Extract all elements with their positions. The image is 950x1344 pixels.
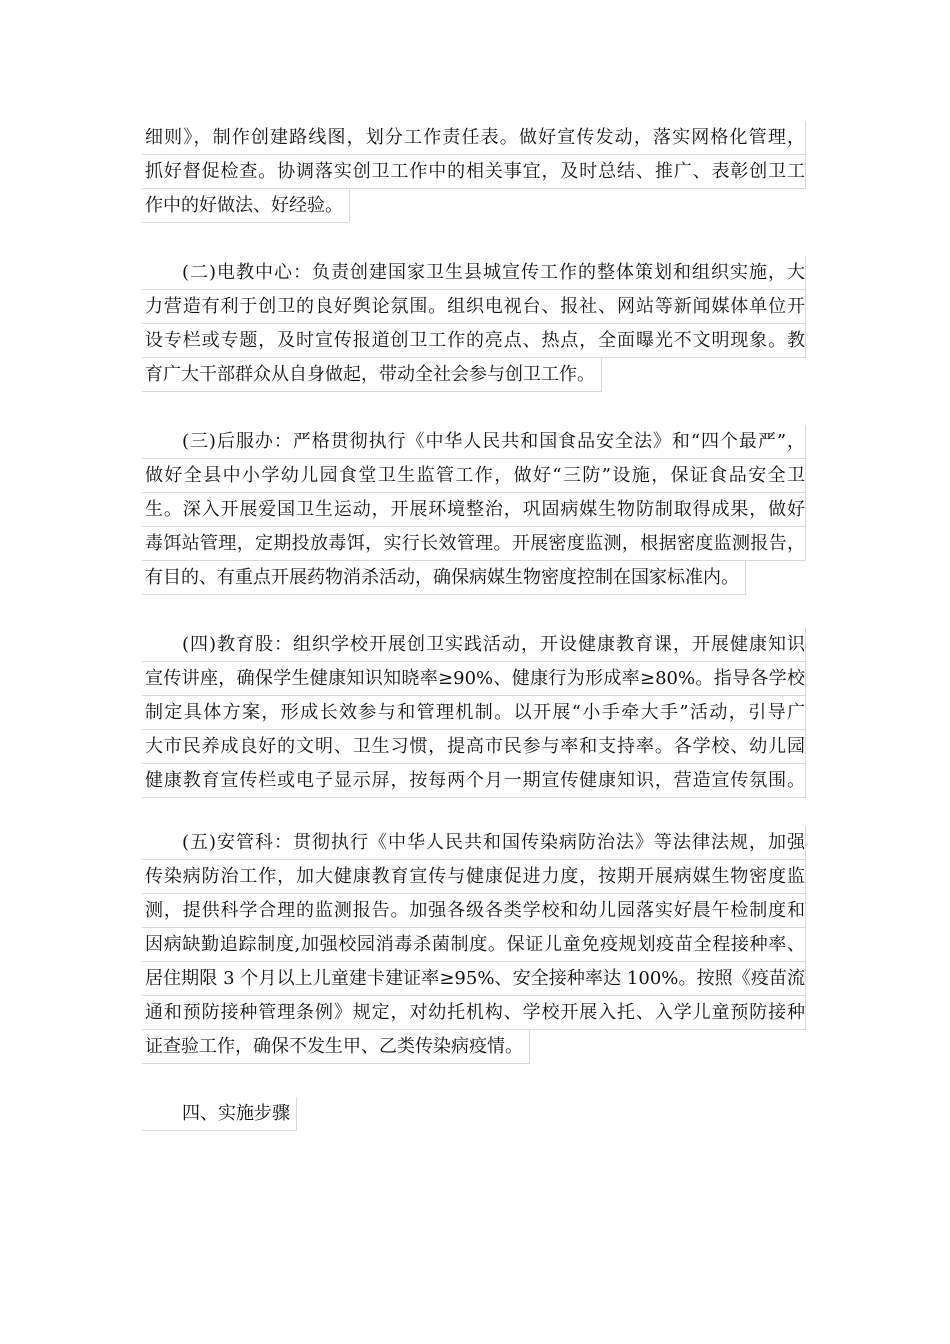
paragraph-section-5 xyxy=(142,826,808,1069)
text-line: 抓好督促检查。协调落实创卫工作中的相关事宜，及时总结、推广、表彰创卫工 xyxy=(142,155,806,189)
document-page xyxy=(142,121,808,1164)
text-line: 毒饵站管理，定期投放毒饵，实行长效管理。开展密度监测，根据密度监测报告， xyxy=(142,527,806,561)
text-line: 做好全县中小学幼儿园食堂卫生监管工作，做好“三防”设施，保证食品安全卫 xyxy=(142,459,806,493)
text-line: 作中的好做法、好经验。 xyxy=(142,189,350,223)
paragraph-intro-continued xyxy=(142,121,808,228)
text-line: 育广大干部群众从自身做起，带动全社会参与创卫工作。 xyxy=(142,358,602,392)
text-line: (二)电教中心：负责创建国家卫生县城宣传工作的整体策划和组织实施，大 xyxy=(142,256,806,290)
text-line: 因病缺勤追踪制度,加强校园消毒杀菌制度。保证儿童免疫规划疫苗全程接种率、 xyxy=(142,928,806,962)
text-line: 力营造有利于创卫的良好舆论氛围。组织电视台、报社、网站等新闻媒体单位开 xyxy=(142,290,806,324)
text-line: (五)安管科：贯彻执行《中华人民共和国传染病防治法》等法律法规，加强 xyxy=(142,826,806,860)
text-line: 细则》，制作创建路线图，划分工作责任表。做好宣传发动，落实网格化管理， xyxy=(142,121,806,155)
text-line: 大市民养成良好的文明、卫生习惯，提高市民参与率和支持率。各学校、幼儿园 xyxy=(142,730,806,764)
text-line: 通和预防接种管理条例》规定，对幼托机构、学校开展入托、入学儿童预防接种 xyxy=(142,996,806,1030)
text-line: 生。深入开展爱国卫生运动，开展环境整治，巩固病媒生物防制取得成果，做好 xyxy=(142,493,806,527)
text-line: 有目的、有重点开展药物消杀活动，确保病媒生物密度控制在国家标准内。 xyxy=(142,561,746,595)
text-line: 设专栏或专题，及时宣传报道创卫工作的亮点、热点，全面曝光不文明现象。教 xyxy=(142,324,806,358)
text-line: 制定具体方案，形成长效参与和管理机制。以开展“小手牵大手”活动，引导广 xyxy=(142,696,806,730)
paragraph-section-4 xyxy=(142,628,808,798)
text-line: 传染病防治工作，加大健康教育宣传与健康促进力度，按期开展病媒生物密度监 xyxy=(142,860,806,894)
text-line: 居住期限 3 个月以上儿童建卡建证率≥95%、安全接种率达 100%。按照《疫苗流 xyxy=(142,962,806,996)
paragraph-section-2 xyxy=(142,256,808,397)
section-heading-4 xyxy=(142,1097,808,1136)
text-line: 宣传讲座，确保学生健康知识知晓率≥90%、健康行为形成率≥80%。指导各学校 xyxy=(142,662,806,696)
text-line: (三)后服办：严格贯彻执行《中华人民共和国食品安全法》和“四个最严”， xyxy=(142,425,806,459)
text-line: 证查验工作，确保不发生甲、乙类传染病疫情。 xyxy=(142,1030,530,1064)
paragraph-section-3 xyxy=(142,425,808,600)
text-line: (四)教育股：组织学校开展创卫实践活动，开设健康教育课，开展健康知识 xyxy=(142,628,806,662)
text-line: 健康教育宣传栏或电子显示屏，按每两个月一期宣传健康知识，营造宣传氛围。 xyxy=(142,764,806,798)
text-line: 测，提供科学合理的监测报告。加强各级各类学校和幼儿园落实好晨午检制度和 xyxy=(142,894,806,928)
section-heading: 四、实施步骤 xyxy=(142,1097,297,1131)
